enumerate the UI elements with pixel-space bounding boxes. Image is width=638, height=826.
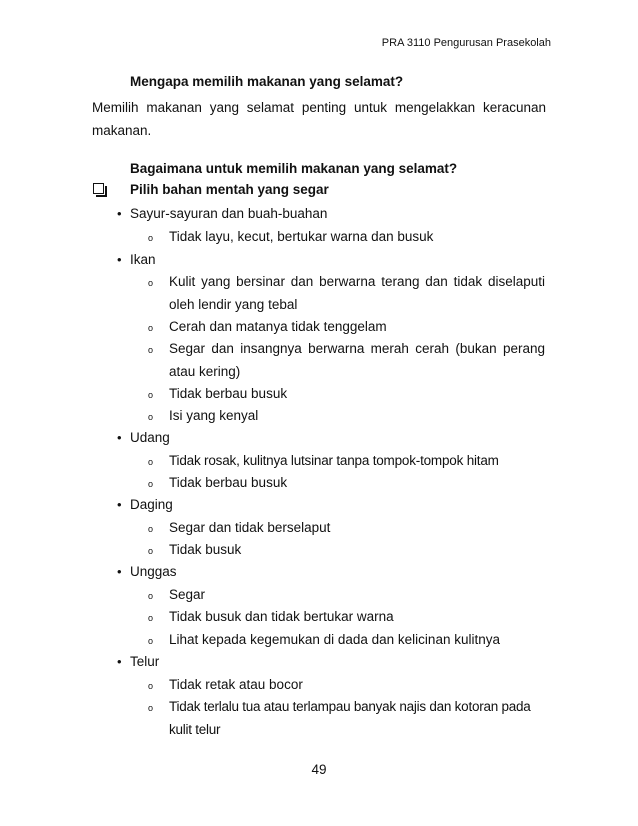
sub-list-item: Segar dan tidak berselaput — [169, 520, 331, 535]
sub-bullet-icon: o — [148, 323, 154, 333]
bullet-icon: • — [117, 564, 122, 579]
bullet-icon: • — [117, 252, 122, 267]
sub-bullet-icon: o — [148, 703, 154, 713]
sub-bullet-icon: o — [148, 479, 154, 489]
sub-list-item: Tidak layu, kecut, bertukar warna dan busuk — [169, 229, 434, 244]
sub-list-item: Tidak terlalu tua atau terlampau banyak najis dan kotoran pada kulit telur — [169, 699, 531, 737]
sub-bullet-icon: o — [148, 345, 154, 355]
sub-bullet-icon: o — [148, 390, 154, 400]
sub-list-item: Segar dan insangnya berwarna merah cerah (bukan perang atau kering) — [169, 341, 545, 379]
sub-list-item: Tidak busuk — [169, 542, 242, 557]
sub-bullet-icon: o — [148, 412, 154, 422]
sub-list-item: Kulit yang bersinar dan berwarna terang dan tidak diselaputi oleh lendir yang tebal — [169, 274, 545, 312]
sub-bullet-icon: o — [148, 591, 154, 601]
bullet-icon: • — [117, 497, 122, 512]
checkbox-item-label: Pilih bahan mentah yang segar — [130, 182, 329, 197]
page-number: 49 — [311, 762, 327, 777]
sub-bullet-icon: o — [148, 457, 154, 467]
list-item-label: Ikan — [130, 252, 156, 267]
bullet-icon: • — [117, 206, 122, 221]
list-item-label: Udang — [130, 430, 170, 445]
sub-list-item: Tidak berbau busuk — [169, 475, 288, 490]
sub-bullet-icon: o — [148, 636, 154, 646]
checkbox-icon — [93, 183, 104, 194]
list-item-label: Unggas — [130, 564, 177, 579]
bullet-icon: • — [117, 654, 122, 669]
sub-bullet-icon: o — [148, 524, 154, 534]
intro-line-2: makanan. — [92, 123, 152, 138]
sub-list-item: Tidak retak atau bocor — [169, 677, 303, 692]
sub-list-item: Lihat kepada kegemukan di dada dan kelicinan kulitnya — [169, 632, 500, 647]
list-item-label: Sayur-sayuran dan buah-buahan — [130, 206, 328, 221]
sub-bullet-icon: o — [148, 613, 154, 623]
list-item-label: Telur — [130, 654, 160, 669]
heading-why: Mengapa memilih makanan yang selamat? — [130, 74, 404, 89]
sub-list-item: Cerah dan matanya tidak tenggelam — [169, 319, 387, 334]
list-item-label: Daging — [130, 497, 173, 512]
sub-bullet-icon: o — [148, 278, 154, 288]
sub-bullet-icon: o — [148, 681, 154, 691]
heading-how: Bagaimana untuk memilih makanan yang selamat? — [130, 161, 458, 176]
intro-paragraph — [92, 96, 546, 142]
running-header: PRA 3110 Pengurusan Prasekolah — [381, 37, 551, 49]
intro-line-1: Memilih makanan yang selamat penting untuk mengelakkan keracunan — [92, 100, 546, 115]
sub-list-item: Segar — [169, 587, 206, 602]
sub-list-item: Isi yang kenyal — [169, 408, 259, 423]
sub-bullet-icon: o — [148, 233, 154, 243]
sub-bullet-icon: o — [148, 546, 154, 556]
bullet-icon: • — [117, 430, 122, 445]
sub-list-item: Tidak rosak, kulitnya lutsinar tanpa tompok-tompok hitam — [169, 453, 499, 468]
sub-list-item: Tidak busuk dan tidak bertukar warna — [169, 609, 394, 624]
sub-list-item: Tidak berbau busuk — [169, 386, 288, 401]
